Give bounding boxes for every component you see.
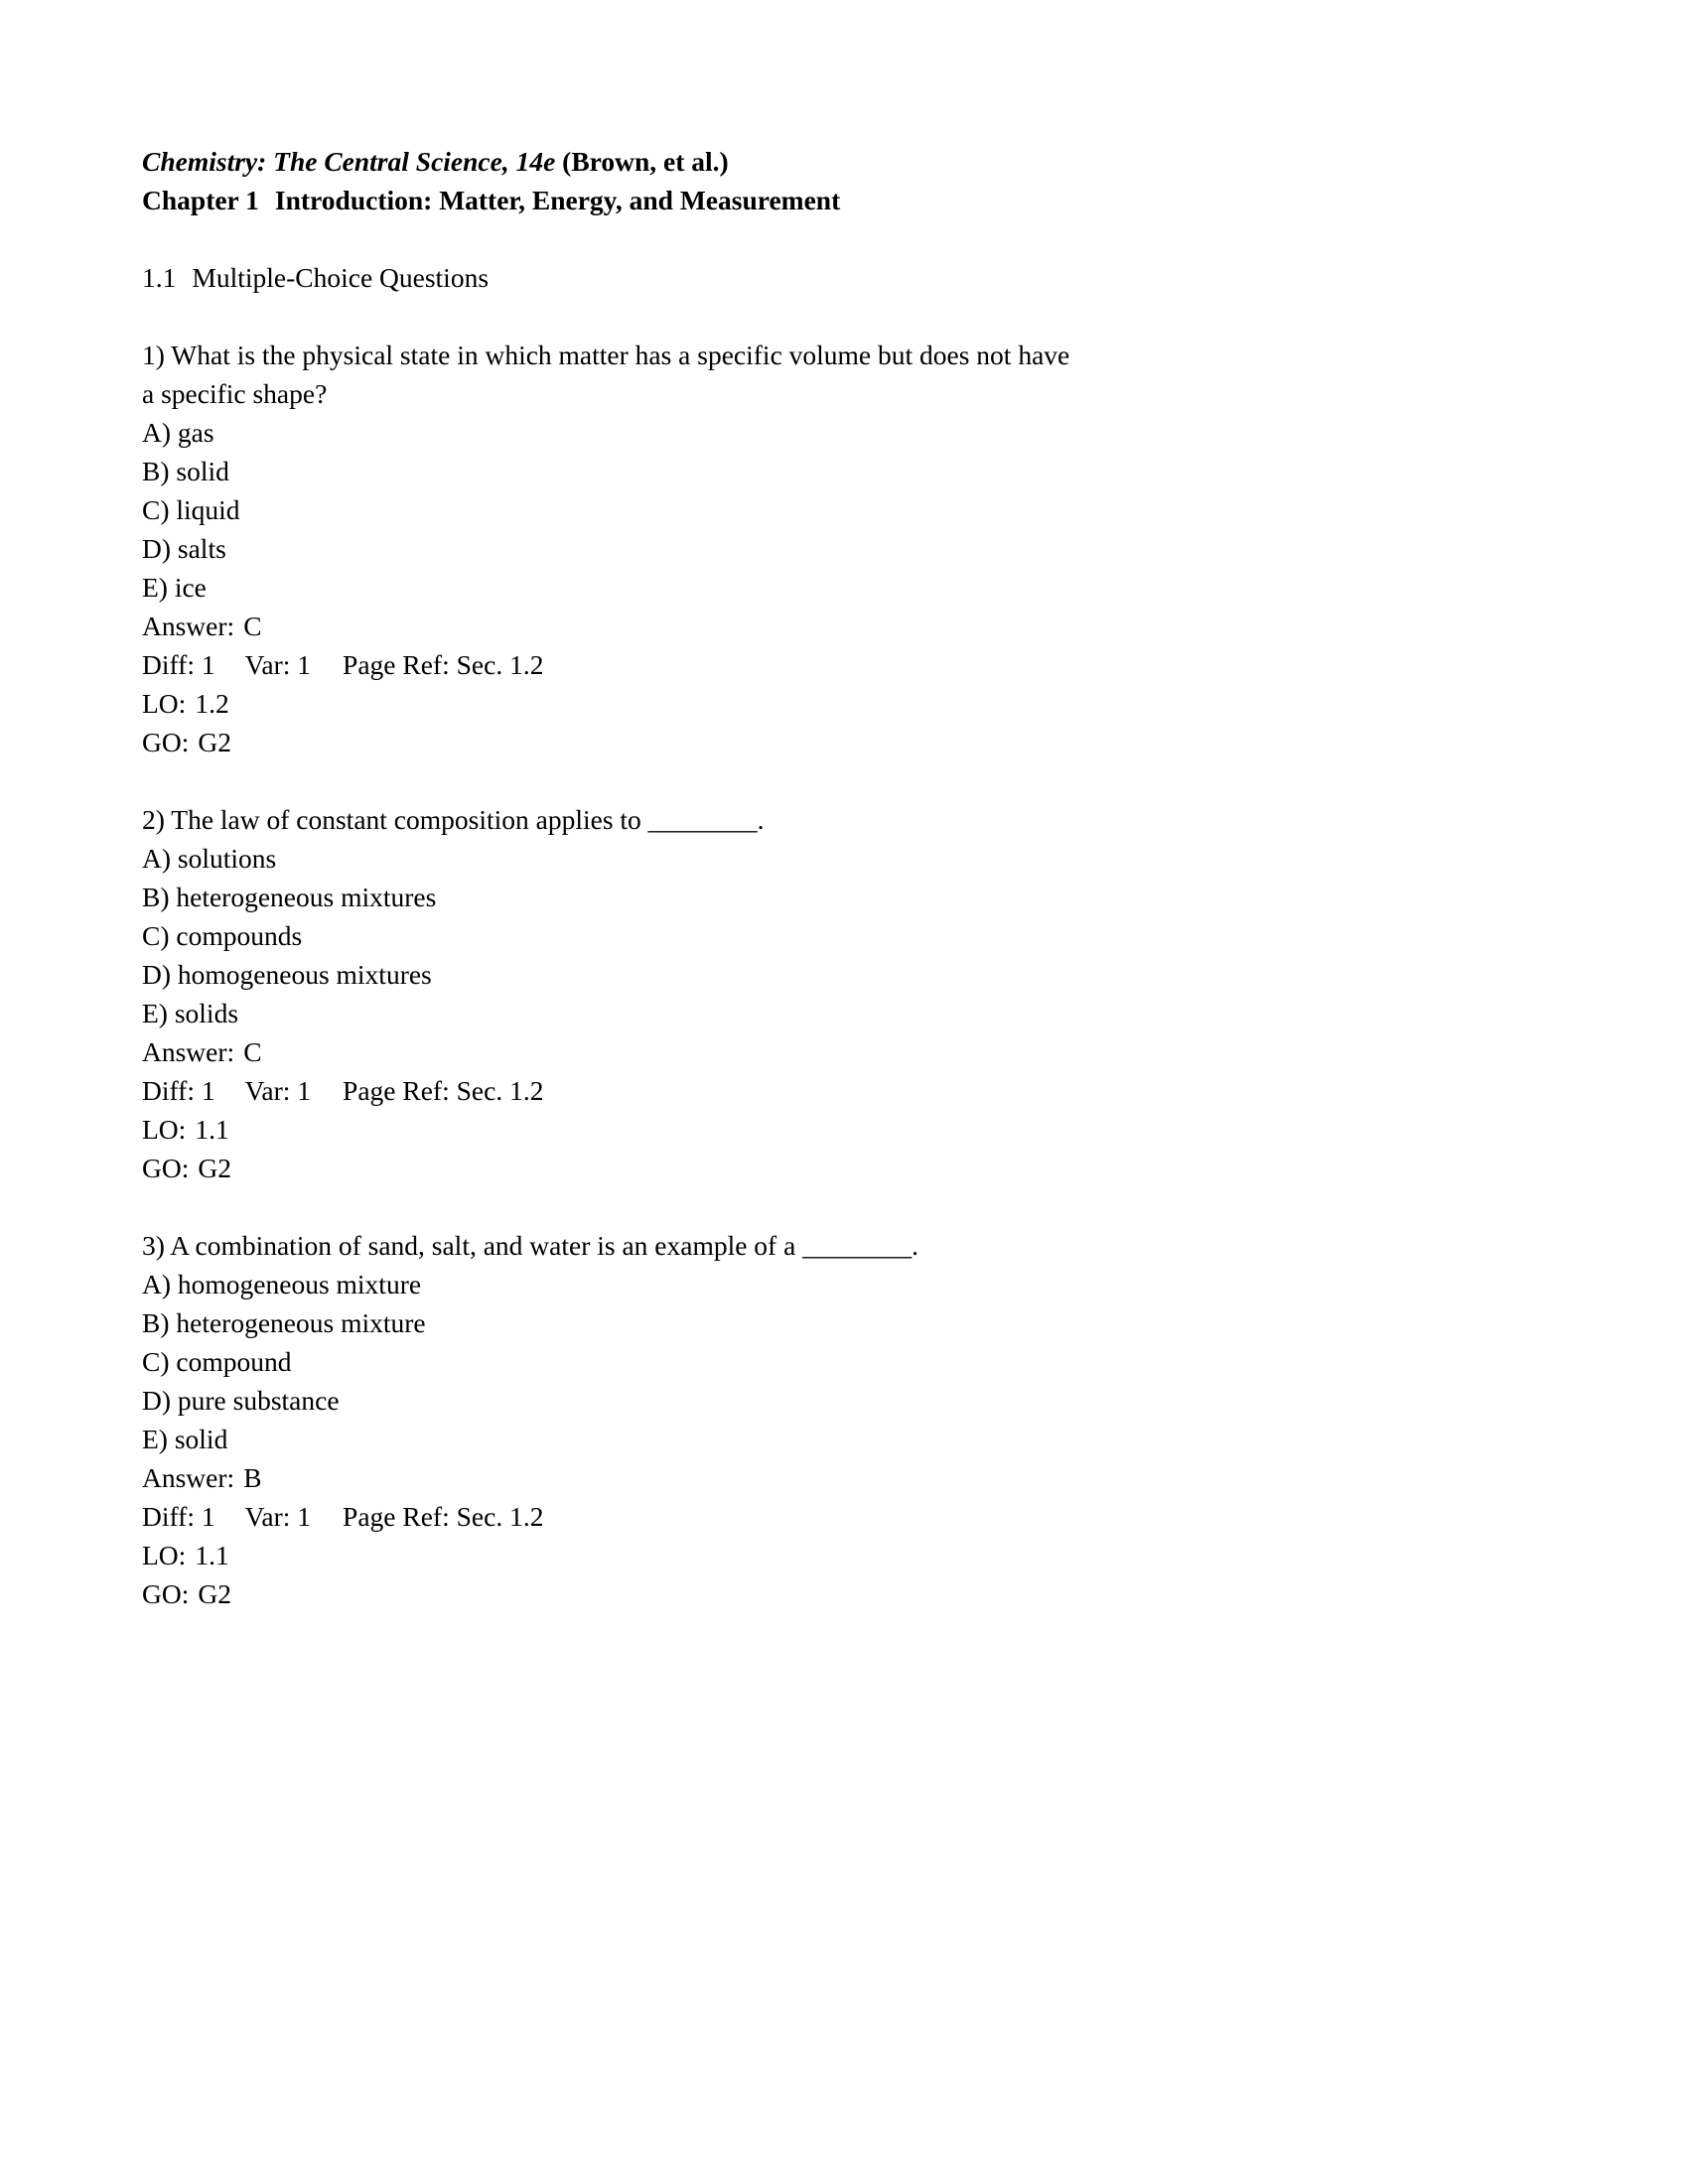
question-stem: 2) The law of constant composition applies to ________. xyxy=(142,804,765,835)
lo-line xyxy=(142,1536,1135,1574)
var-label: Var: xyxy=(244,649,291,680)
lo-label: LO: xyxy=(142,1114,187,1145)
question-option: A) homogeneous mixture xyxy=(142,1269,422,1299)
chapter-line xyxy=(142,181,1135,219)
book-title-line xyxy=(142,142,1135,181)
diff-var-pageref-line xyxy=(142,1497,1135,1536)
var-label: Var: xyxy=(244,1075,291,1106)
go-line xyxy=(142,1149,1135,1187)
go-label: GO: xyxy=(142,727,190,757)
diff-value: 1 xyxy=(201,1501,215,1532)
lo-line xyxy=(142,684,1135,723)
question-block xyxy=(142,336,1135,761)
go-value: G2 xyxy=(198,1578,231,1609)
question-option: E) solid xyxy=(142,1424,228,1454)
go-line xyxy=(142,723,1135,761)
page-ref-value: Sec. 1.2 xyxy=(456,1501,544,1532)
answer-label: Answer: xyxy=(142,1036,235,1067)
var-value: 1 xyxy=(297,1075,312,1106)
go-value: G2 xyxy=(198,1153,231,1183)
question-option: B) heterogeneous mixtures xyxy=(142,882,437,912)
go-label: GO: xyxy=(142,1153,190,1183)
page-ref-label: Page Ref: xyxy=(343,1075,450,1106)
page-ref-value: Sec. 1.2 xyxy=(456,649,544,680)
diff-value: 1 xyxy=(201,649,215,680)
document-content xyxy=(142,142,1135,1613)
question-stem: 1) What is the physical state in which matter has a specific volume but does not have a specific shape? xyxy=(142,340,1070,409)
lo-label: LO: xyxy=(142,1540,187,1570)
lo-value: 1.1 xyxy=(195,1540,229,1570)
section-number: 1.1 xyxy=(142,262,177,293)
section-title: Multiple-Choice Questions xyxy=(192,262,490,293)
answer-value: C xyxy=(243,611,262,641)
question-option: B) heterogeneous mixture xyxy=(142,1307,426,1338)
go-line xyxy=(142,1574,1135,1613)
question-option: D) homogeneous mixtures xyxy=(142,959,432,990)
question-option: C) liquid xyxy=(142,494,240,525)
book-title: Chemistry: The Central Science, 14e xyxy=(142,146,556,177)
diff-label: Diff: xyxy=(142,1075,195,1106)
var-value: 1 xyxy=(297,1501,312,1532)
question-option: E) ice xyxy=(142,572,207,603)
var-value: 1 xyxy=(297,649,312,680)
answer-line xyxy=(142,607,1135,645)
question-option: A) gas xyxy=(142,417,214,448)
chapter-title: Introduction: Matter, Energy, and Measurement xyxy=(274,185,841,215)
answer-value: B xyxy=(243,1462,262,1493)
question-option: D) pure substance xyxy=(142,1385,340,1416)
diff-value: 1 xyxy=(201,1075,215,1106)
section-heading xyxy=(142,258,1135,297)
page-ref-label: Page Ref: xyxy=(343,1501,450,1532)
page-ref-value: Sec. 1.2 xyxy=(456,1075,544,1106)
lo-label: LO: xyxy=(142,688,187,719)
diff-label: Diff: xyxy=(142,1501,195,1532)
question-option: B) solid xyxy=(142,456,229,486)
answer-value: C xyxy=(243,1036,262,1067)
answer-label: Answer: xyxy=(142,1462,235,1493)
chapter-label: Chapter 1 xyxy=(142,185,259,215)
go-value: G2 xyxy=(198,727,231,757)
page-ref-label: Page Ref: xyxy=(343,649,450,680)
diff-label: Diff: xyxy=(142,649,195,680)
question-block xyxy=(142,1226,1135,1613)
document-header xyxy=(142,142,1135,219)
answer-line xyxy=(142,1458,1135,1497)
question-option: C) compound xyxy=(142,1346,292,1377)
question-block xyxy=(142,800,1135,1187)
question-option: A) solutions xyxy=(142,843,277,874)
answer-label: Answer: xyxy=(142,611,235,641)
question-option: E) solids xyxy=(142,998,239,1028)
lo-value: 1.2 xyxy=(195,688,229,719)
var-label: Var: xyxy=(244,1501,291,1532)
diff-var-pageref-line xyxy=(142,645,1135,684)
lo-line xyxy=(142,1110,1135,1149)
question-option: C) compounds xyxy=(142,920,303,951)
go-label: GO: xyxy=(142,1578,190,1609)
question-stem: 3) A combination of sand, salt, and water is an example of a ________. xyxy=(142,1230,919,1261)
answer-line xyxy=(142,1032,1135,1071)
lo-value: 1.1 xyxy=(195,1114,229,1145)
diff-var-pageref-line xyxy=(142,1071,1135,1110)
question-option: D) salts xyxy=(142,533,226,564)
book-authors: (Brown, et al.) xyxy=(562,146,729,177)
